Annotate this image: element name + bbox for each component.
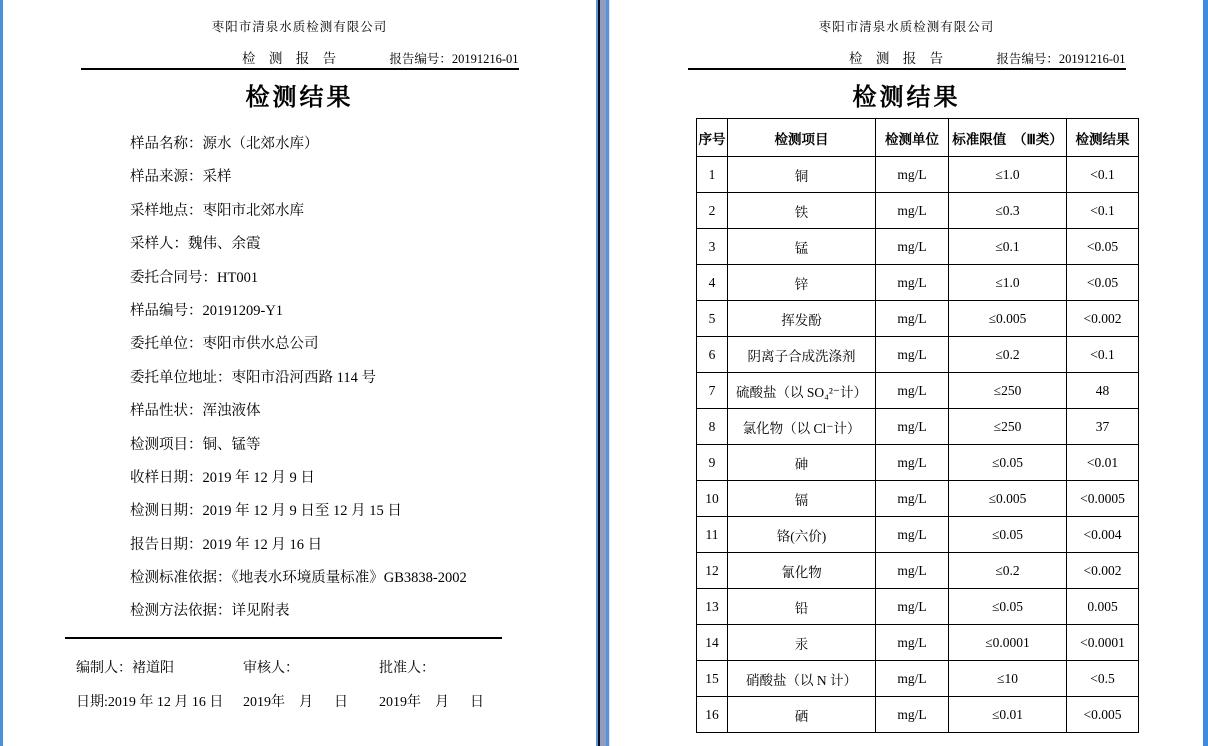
- table-row: [697, 409, 1139, 445]
- cell-unit: mg/L: [876, 373, 949, 409]
- cell-result: 48: [1067, 373, 1139, 409]
- table-row: [697, 481, 1139, 517]
- table-header-cell: 检测项目: [728, 119, 876, 157]
- cell-unit: mg/L: [876, 481, 949, 517]
- report-number: 报告编号：20191216-01: [996, 52, 1126, 66]
- cell-result: <0.1: [1067, 157, 1139, 193]
- sample-info-line: 样品名称：源水（北郊水库）: [130, 136, 319, 152]
- sample-info-line: 收样日期：2019 年 12 月 9 日: [130, 469, 315, 486]
- cell-index: 7: [697, 373, 728, 409]
- cell-unit: mg/L: [876, 553, 949, 589]
- cell-item: 锌: [728, 265, 876, 301]
- sample-info-line: 采样人：魏伟、余霞: [130, 236, 261, 253]
- cell-index: 2: [697, 193, 728, 229]
- cell-item: 硫酸盐（以 SO₄²⁻计）: [728, 373, 876, 409]
- cell-limit: ≤0.01: [949, 697, 1067, 733]
- cell-result: <0.002: [1067, 301, 1139, 337]
- cell-item: 锰: [728, 229, 876, 265]
- cell-item: 氯化物（以 Cl⁻计）: [728, 409, 876, 445]
- cell-item: 氰化物: [728, 553, 876, 589]
- cell-unit: mg/L: [876, 445, 949, 481]
- results-table: [696, 118, 1139, 733]
- signature-dates-row: [3, 691, 596, 711]
- table-row: [697, 517, 1139, 553]
- table-header-cell: 序号: [697, 119, 728, 157]
- table-row: [697, 301, 1139, 337]
- cell-index: 16: [697, 697, 728, 733]
- cell-limit: ≤250: [949, 409, 1067, 445]
- sample-info-line: 检测日期：2019 年 12 月 9 日至 12 月 15 日: [130, 503, 402, 520]
- cell-index: 13: [697, 589, 728, 625]
- cell-index: 11: [697, 517, 728, 553]
- table-header-cell: 标准限值 （Ⅲ类）: [949, 119, 1067, 157]
- cell-result: <0.05: [1067, 265, 1139, 301]
- report-header-rule: [81, 48, 519, 70]
- cell-item: 铜: [728, 157, 876, 193]
- report-type-label: 检 测 报 告: [242, 51, 342, 66]
- company-name: 枣阳市清泉水质检测有限公司: [211, 20, 388, 34]
- cell-item: 铅: [728, 589, 876, 625]
- cell-index: 3: [697, 229, 728, 265]
- table-row: [697, 553, 1139, 589]
- sample-info-list: [130, 128, 596, 629]
- table-row: [697, 337, 1139, 373]
- cell-index: 9: [697, 445, 728, 481]
- table-header-cell: 检测结果: [1067, 119, 1139, 157]
- cell-unit: mg/L: [876, 265, 949, 301]
- cell-limit: ≤0.005: [949, 301, 1067, 337]
- cell-index: 14: [697, 625, 728, 661]
- cell-result: <0.1: [1067, 193, 1139, 229]
- cell-item: 挥发酚: [728, 301, 876, 337]
- report-number: 报告编号：20191216-01: [389, 52, 519, 66]
- sample-info-line: 样品来源：采样: [130, 169, 232, 186]
- approver-label: 批准人：: [379, 661, 435, 676]
- cell-result: <0.002: [1067, 553, 1139, 589]
- cell-unit: mg/L: [876, 193, 949, 229]
- cell-result: <0.005: [1067, 697, 1139, 733]
- cell-index: 15: [697, 661, 728, 697]
- cell-limit: ≤0.0001: [949, 625, 1067, 661]
- cell-unit: mg/L: [876, 517, 949, 553]
- cell-limit: ≤10: [949, 661, 1067, 697]
- sample-info-line: 报告日期：2019 年 12 月 16 日: [130, 536, 323, 553]
- table-row: [697, 661, 1139, 697]
- cell-unit: mg/L: [876, 301, 949, 337]
- report-type-label: 检 测 报 告: [849, 51, 949, 66]
- table-row: [697, 373, 1139, 409]
- cell-limit: ≤0.2: [949, 337, 1067, 373]
- cell-unit: mg/L: [876, 661, 949, 697]
- section-title: 检测结果: [852, 85, 961, 111]
- results-table-wrap: [696, 118, 1139, 733]
- cell-index: 10: [697, 481, 728, 517]
- sample-info-line: 采样地点：枣阳市北郊水库: [130, 202, 304, 219]
- cell-result: <0.0005: [1067, 481, 1139, 517]
- table-row: [697, 193, 1139, 229]
- cell-limit: ≤1.0: [949, 157, 1067, 193]
- cell-limit: ≤0.2: [949, 553, 1067, 589]
- section-title: 检测结果: [245, 85, 354, 111]
- window-right-edge: [1203, 0, 1208, 746]
- cell-item: 砷: [728, 445, 876, 481]
- sample-info-line: 样品编号：20191209-Y1: [130, 302, 284, 319]
- report-header-rule: [688, 48, 1126, 70]
- cell-limit: ≤0.05: [949, 589, 1067, 625]
- approver-date: 2019年 月 日: [379, 695, 484, 710]
- table-row: [697, 157, 1139, 193]
- signature-roles-row: [3, 657, 596, 677]
- cell-unit: mg/L: [876, 409, 949, 445]
- sample-info-line: 检测标准依据：《地表水环境质量标准》GB3838-2002: [130, 570, 467, 587]
- cell-result: <0.5: [1067, 661, 1139, 697]
- cell-index: 6: [697, 337, 728, 373]
- page-2[interactable]: [610, 0, 1203, 746]
- page-divider: [596, 0, 610, 746]
- sample-info-line: 检测方法依据：详见附表: [130, 603, 290, 620]
- cell-result: <0.0001: [1067, 625, 1139, 661]
- cell-unit: mg/L: [876, 697, 949, 733]
- cell-limit: ≤0.1: [949, 229, 1067, 265]
- cell-limit: ≤0.05: [949, 517, 1067, 553]
- table-row: [697, 697, 1139, 733]
- cell-unit: mg/L: [876, 337, 949, 373]
- table-row: [697, 265, 1139, 301]
- reviewer-date: 2019年 月 日: [243, 695, 348, 710]
- table-header-cell: 检测单位: [876, 119, 949, 157]
- cell-item: 汞: [728, 625, 876, 661]
- cell-index: 4: [697, 265, 728, 301]
- cell-unit: mg/L: [876, 625, 949, 661]
- cell-item: 铬(六价): [728, 517, 876, 553]
- cell-item: 硝酸盐（以 N 计）: [728, 661, 876, 697]
- company-name: 枣阳市清泉水质检测有限公司: [818, 20, 995, 34]
- cell-item: 硒: [728, 697, 876, 733]
- sample-info-line: 委托合同号：HT001: [130, 269, 259, 286]
- cell-index: 5: [697, 301, 728, 337]
- cell-limit: ≤0.05: [949, 445, 1067, 481]
- cell-result: <0.1: [1067, 337, 1139, 373]
- cell-unit: mg/L: [876, 157, 949, 193]
- preparer-date: 日期:2019 年 12 月 16 日: [76, 695, 224, 710]
- cell-index: 12: [697, 553, 728, 589]
- reviewer-label: 审核人：: [243, 661, 299, 676]
- cell-result: <0.004: [1067, 517, 1139, 553]
- cell-limit: ≤0.3: [949, 193, 1067, 229]
- page-1[interactable]: [3, 0, 596, 746]
- table-header-row: [697, 119, 1139, 157]
- cell-result: <0.05: [1067, 229, 1139, 265]
- sample-info-line: 委托单位地址：枣阳市沿河西路 114 号: [130, 369, 376, 386]
- sample-info-line: 样品性状：浑浊液体: [130, 403, 261, 420]
- cell-index: 1: [697, 157, 728, 193]
- cell-unit: mg/L: [876, 589, 949, 625]
- table-row: [697, 229, 1139, 265]
- cell-item: 铁: [728, 193, 876, 229]
- table-row: [697, 589, 1139, 625]
- signature-divider-line: [65, 637, 502, 639]
- cell-index: 8: [697, 409, 728, 445]
- table-row: [697, 445, 1139, 481]
- cell-item: 镉: [728, 481, 876, 517]
- cell-result: 37: [1067, 409, 1139, 445]
- preparer-label: 编制人：褚道阳: [76, 661, 174, 676]
- cell-item: 阴离子合成洗涤剂: [728, 337, 876, 373]
- cell-limit: ≤0.005: [949, 481, 1067, 517]
- cell-result: <0.01: [1067, 445, 1139, 481]
- cell-result: 0.005: [1067, 589, 1139, 625]
- table-row: [697, 625, 1139, 661]
- sample-info-line: 检测项目：铜、锰等: [130, 436, 261, 453]
- signature-block: [3, 637, 596, 711]
- sample-info-line: 委托单位：枣阳市供水总公司: [130, 336, 319, 353]
- table-body: [697, 157, 1139, 733]
- cell-limit: ≤1.0: [949, 265, 1067, 301]
- cell-limit: ≤250: [949, 373, 1067, 409]
- cell-unit: mg/L: [876, 229, 949, 265]
